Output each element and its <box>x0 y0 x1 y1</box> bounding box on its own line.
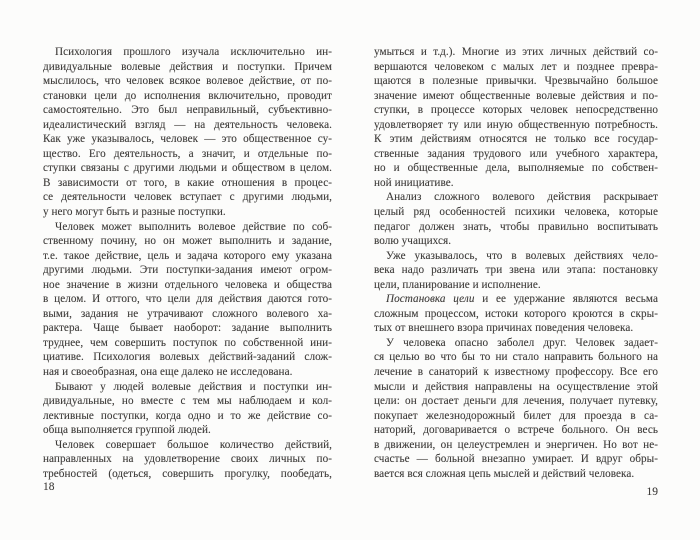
text-line: целый ряд особенностей психики человека, которые <box>374 206 658 219</box>
text-line: вершаются человеком с малых лет и позднее превра- <box>374 60 658 73</box>
text-line: самостоятельно. Это был неправильный, субъективно- <box>43 104 332 117</box>
text-line: значение имеют общественные волевые действия и по- <box>374 89 658 102</box>
text-line: становки цели до исполнения включительно, проводит <box>43 89 332 102</box>
text-line: у него могут быть и разные поступки. <box>43 206 226 219</box>
text-line: Как уже указывалось, человек — это общественное су- <box>43 133 332 146</box>
text-line: труднее, чем совершить поступок по собственной ини- <box>43 336 332 349</box>
text-line: се деятельности человек вступает с другими людьми, <box>43 191 332 204</box>
text-line: волю учащихся. <box>374 235 452 248</box>
text-line: мысли и действия направлены на осуществление этой <box>374 380 658 393</box>
text-line: другими людьми. Эти поступки-задания имеют огром- <box>43 264 332 277</box>
text-line: лективные поступки, когда одно и то же действие со- <box>43 409 332 422</box>
text-line: направленных на удовлетворение своих личных по- <box>43 453 332 466</box>
text-line: рактера. Чаще бывает наоборот: задание выполнить <box>43 322 332 335</box>
text-line: выми, задания не утрачивают сложного волевого ха- <box>43 307 332 320</box>
text-line: ная и своеобразная, она еще далеко не исследована. <box>43 366 293 379</box>
text-line: Уже указывалось, что в волевых действиях чело- <box>386 249 658 262</box>
text-line: покупает железнодорожный билет для проезда в са- <box>374 409 658 422</box>
text-line: тых от внешнего взора причинах поведения человека. <box>374 322 634 335</box>
text-line: дивидуальные волевые действия и поступки. Причем <box>43 60 332 73</box>
text-line: мыслилось, что человек всякое волевое действие, от по- <box>43 75 332 88</box>
text-line: счастье — больной внезапно умирает. И вдруг обры- <box>374 453 658 466</box>
text-line: но и общественные дела, выполняемые по собствен- <box>374 162 658 175</box>
text-line: ственные задания трудового или учебного характера, <box>374 147 658 160</box>
text-line: лечение в санаторий к известному профессору. Все его <box>374 366 658 379</box>
text-line: наторий, договаривается о встрече больного. Он весь <box>374 424 658 437</box>
text-line: педагог должен знать, чтобы правильно воспитывать <box>374 220 658 233</box>
text-line: цели: он достает деньги для лечения, получает путевку, <box>374 395 658 408</box>
text-line: ственному почину, но он может выполнить и задание, <box>43 235 332 248</box>
page-number-right: 19 <box>646 486 658 498</box>
text-line: века надо различать три звена или этапа: постановку <box>374 264 658 277</box>
text-line: обща выполняется группой людей. <box>43 424 211 437</box>
page-right-text-block <box>374 45 658 481</box>
text-line: идеалистический взгляд — на деятельность человека. <box>43 118 332 131</box>
text-line: У человека опасно заболел друг. Человек задает- <box>386 336 658 349</box>
text-line: требностей (одеться, совершить прогулку, пообедать, <box>43 467 332 480</box>
text-line: Анализ сложного волевого действия раскрывает <box>386 191 658 204</box>
text-line: в движении, он целеустремлен и энергичен. Но вот не- <box>374 438 658 451</box>
text-line: В зависимости от того, в какие отношения в процес- <box>43 176 332 189</box>
text-line: ся целью во что бы то ни стало направить больного на <box>374 351 658 364</box>
text-line: сложным процессом, истоки которого кроются в скры- <box>374 307 658 320</box>
text-line: Человек может выполнить волевое действие по соб- <box>55 220 332 233</box>
text-line: ступки, в процессе которых человек непосредственно <box>374 104 658 117</box>
text-line: вается вся сложная цепь мыслей и действий человека. <box>374 467 635 480</box>
text-line: удовлетворяет ту или иную общественную потребность. <box>374 118 658 131</box>
text-line: умыться и т.д.). Многие из этих личных действий со- <box>374 46 658 58</box>
page-number-left: 18 <box>43 481 55 493</box>
text-line: цели, планирование и исполнение. <box>374 278 541 291</box>
text-line: циативе. Психология волевых действий-заданий слож- <box>43 351 332 364</box>
text-line: в целом. И оттого, что цели для действия даются гото- <box>43 293 332 306</box>
text-line: Бывают у людей волевые действия и поступки ин- <box>55 380 332 393</box>
text-line: щество. Его деятельность, а значит, и отдельные по- <box>43 147 332 160</box>
text-line: ной инициативе. <box>374 176 454 189</box>
text-line: ступки связаны с другими людьми и обществом в целом. <box>43 162 332 175</box>
text-line: щаются в полезные привычки. Чрезвычайно большое <box>374 75 658 88</box>
text-line: К этим действиям относятся не только все государ- <box>374 133 658 146</box>
text-line: Человек совершает большое количество действий, <box>55 438 332 451</box>
text-line: ное значение в жизни отдельного человека и общества <box>43 278 332 291</box>
text-line: Постановка цели и ее удержание являются весьма <box>386 293 658 306</box>
text-line: т.е. такое действие, цель и задача которого ему указана <box>43 249 332 262</box>
text-line: Психология прошлого изучала исключительно ин- <box>55 46 332 58</box>
page-left-text-block <box>43 45 332 481</box>
text-line: дивидуальные, но вместе с тем мы наблюдаем и кол- <box>43 395 332 408</box>
